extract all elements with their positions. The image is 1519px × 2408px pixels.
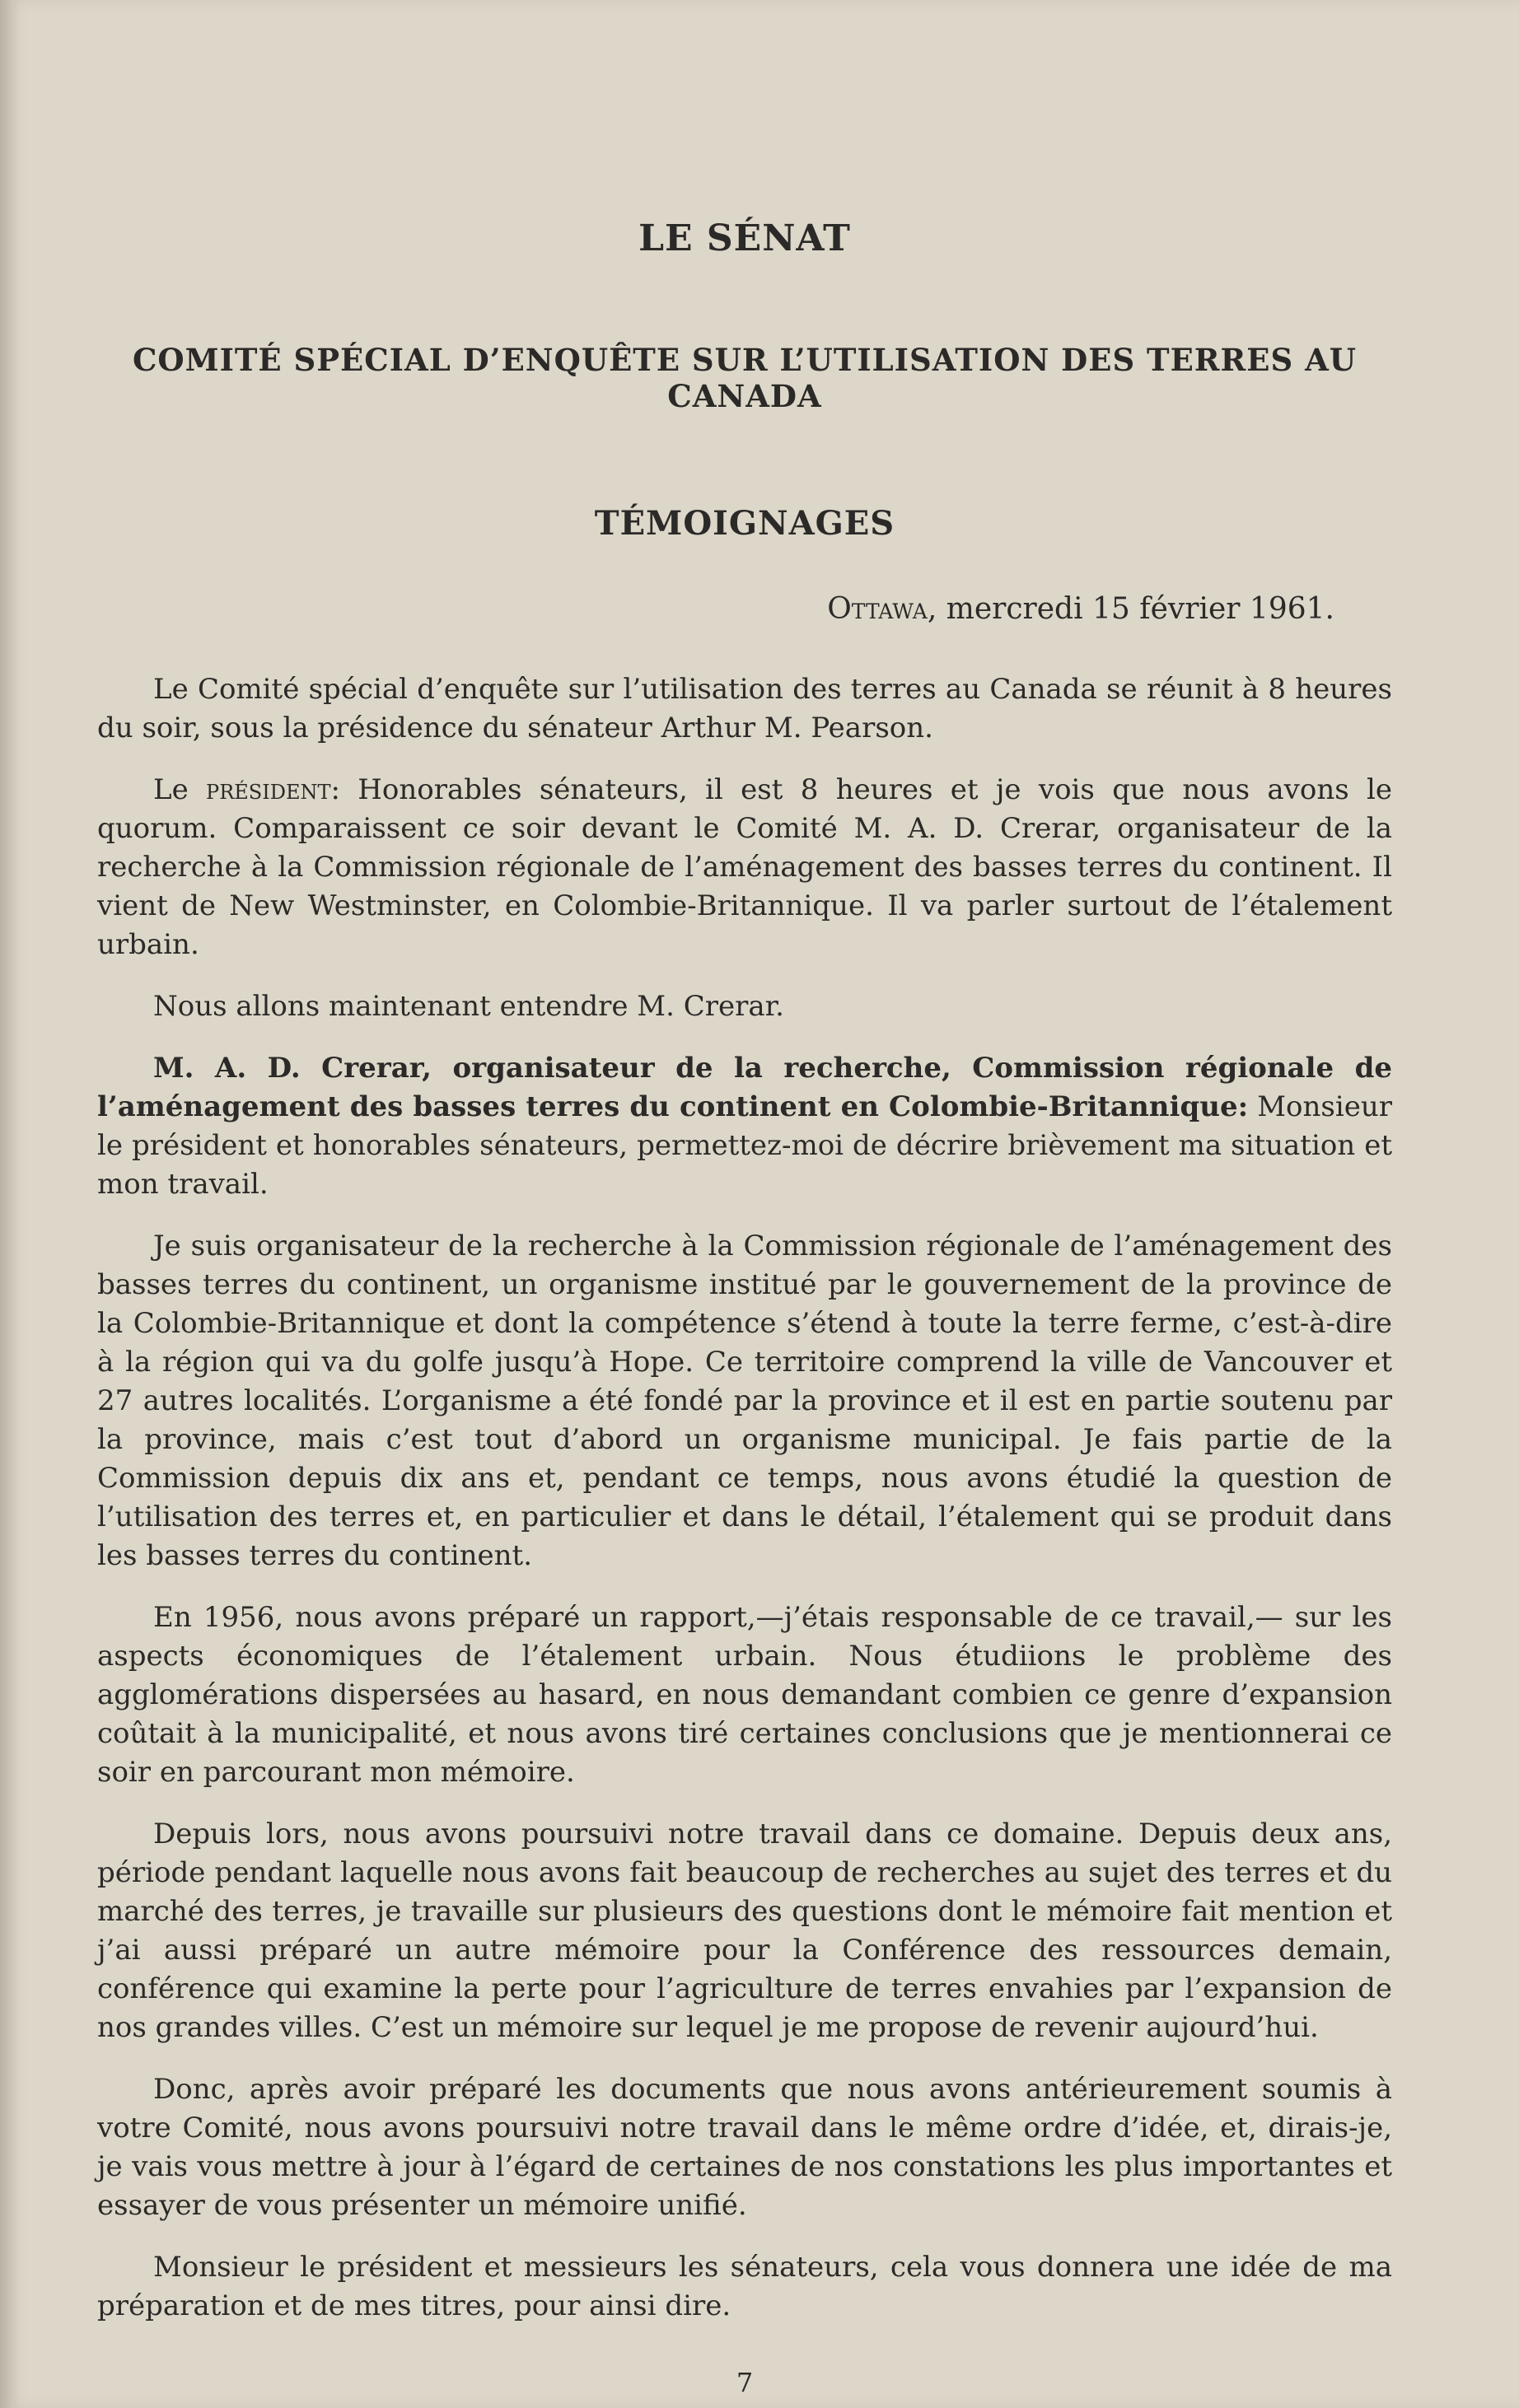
page-number: 7 <box>736 2366 754 2398</box>
speaker-crerar: M. A. D. Crerar, organisateur de la recherche, Commission régionale de l’aménagement des basses terres du continent en Colombie-Britannique: <box>97 1051 1392 1123</box>
binding-gutter <box>0 0 18 2408</box>
paragraph-1: Le Comité spécial d’enquête sur l’utilisation des terres au Canada se réunit à 8 heures du soir, sous la présidence du sénateur Arthur M. Pearson. <box>97 672 1392 744</box>
paragraph-2 <box>97 771 1392 964</box>
paragraph-9: Monsieur le président et messieurs les sénateurs, cela vous donnera une idée de ma préparation et de mes titres, pour ainsi dire. <box>97 2250 1392 2322</box>
speaker-president: président <box>206 772 331 806</box>
dateline-date: , mercredi 15 février 1961. <box>927 591 1334 626</box>
dateline <box>97 592 1392 626</box>
section-heading: TÉMOIGNAGES <box>594 503 895 543</box>
paragraph-7: Depuis lors, nous avons poursuivi notre travail dans ce domaine. Depuis deux ans, période pendant laquelle nous avons fait beaucoup de recherches au sujet des terres et du marché des terres, je travaille sur plusieurs des questions dont le mémoire fait mention et j’ai aussi préparé un autre mémoire pour la Conférence des ressources demain, conférence qui examine la perte pour l’agriculture de terres envahies par l’expansion de nos grandes villes. C’est un mémoire sur lequel je me propose de revenir aujourd’hui. <box>97 1817 1392 2044</box>
page-title: LE SÉNAT <box>638 217 851 259</box>
page-content <box>97 206 1392 2398</box>
paragraph-2-text: : Honorables sénateurs, il est 8 heures et je vois que nous avons le quorum. Comparaissent ce soir devant le Comité M. A. D. Crerar, organisateur de la recherche à la Commission régionale de l’aménagement des basses terres du continent. Il vient de New Westminster, en Colombie-Britannique. Il va parler surtout de l’étalement urbain. <box>97 772 1393 961</box>
paragraph-4 <box>97 1049 1392 1204</box>
paragraph-6: En 1956, nous avons préparé un rapport,—j’étais responsable de ce travail,— sur les aspects économiques de l’étalement urbain. Nous étudiions le problème des agglomérations dispersées au hasard, en nous demandant combien ce genre d’expansion coûtait à la municipalité, et nous avons tiré certaines conclusions que je mentionnerai ce soir en parcourant mon mémoire. <box>97 1600 1392 1789</box>
committee-heading: COMITÉ SPÉCIAL D’ENQUÊTE SUR L’UTILISATION DES TERRES AU CANADA <box>132 342 1358 415</box>
paragraph-2-lead: Le <box>153 772 207 806</box>
paragraph-4-text: Monsieur le président et honorables sénateurs, permettez-moi de décrire brièvement ma situation et mon travail. <box>97 1090 1392 1201</box>
paragraph-3: Nous allons maintenant entendre M. Crerar. <box>153 989 784 1023</box>
paragraph-5: Je suis organisateur de la recherche à la Commission régionale de l’aménagement des basses terres du continent, un organisme institué par le gouvernement de la province de la Colombie-Britannique et dont la compétence s’étend à toute la terre ferme, c’est-à-dire à la région qui va du golfe jusqu’à Hope. Ce territoire comprend la ville de Vancouver et 27 autres localités. L’organisme a été fondé par la province et il est en partie soutenu par la province, mais c’est tout d’abord un organisme municipal. Je fais partie de la Commission depuis dix ans et, pendant ce temps, nous avons étudié la question de l’utilisation des terres et, en particulier et dans le détail, l’étalement qui se produit dans les basses terres du continent. <box>97 1229 1392 1572</box>
dateline-place: Ottawa <box>827 591 928 626</box>
paragraph-8: Donc, après avoir préparé les documents que nous avons antérieurement soumis à votre Comité, nous avons poursuivi notre travail dans le même ordre d’idée, et, dirais-je, je vais vous mettre à jour à l’égard de certaines de nos constations les plus importantes et essayer de vous présenter un mémoire unifié. <box>97 2072 1392 2222</box>
